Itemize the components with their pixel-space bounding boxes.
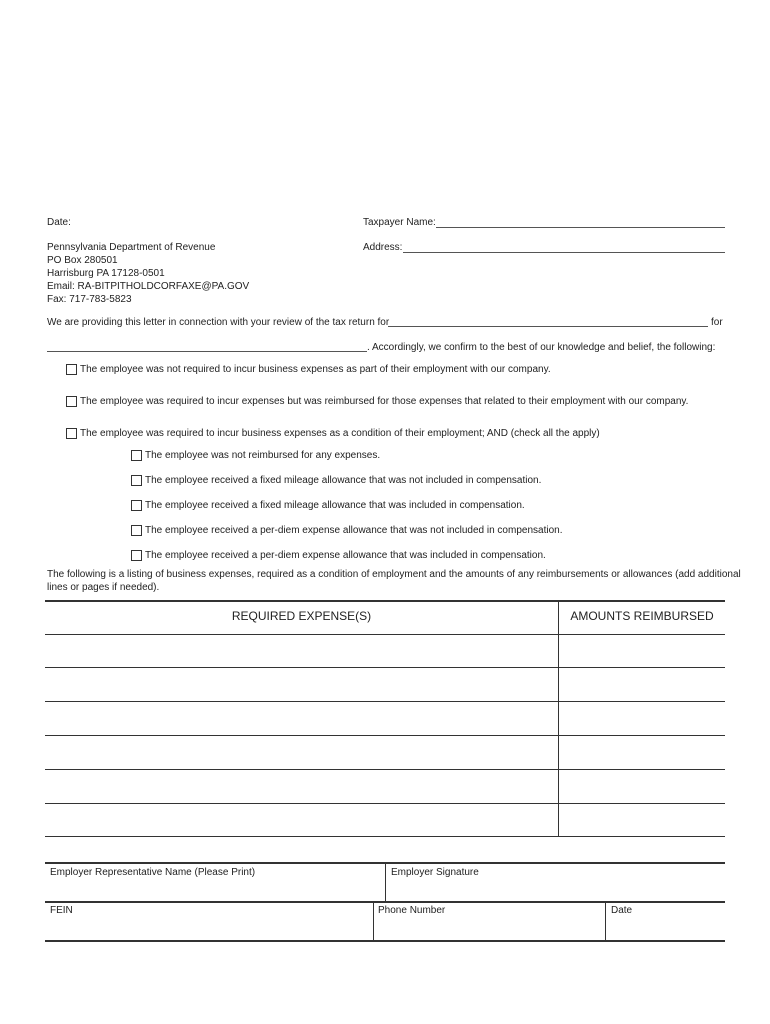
intro-line-1: We are providing this letter in connection with your review of the tax return for (47, 317, 390, 328)
recipient-line-fax: Fax: 717-783-5823 (47, 294, 132, 305)
tax-period-field[interactable] (47, 351, 367, 352)
rep-name-label: Employer Representative Name (Please Print) (50, 867, 256, 878)
sub-option-checkbox-4[interactable] (131, 525, 142, 536)
expense-cell[interactable] (48, 670, 557, 700)
expense-cell[interactable] (48, 637, 557, 667)
amount-cell[interactable] (562, 637, 726, 667)
option-label-3: The employee was required to incur business expenses as a condition of their employment; AND (check all the apply) (80, 428, 600, 439)
amount-cell[interactable] (562, 772, 726, 802)
amount-cell[interactable] (562, 738, 726, 768)
table-row-divider (45, 701, 725, 702)
sub-option-label-2: The employee received a fixed mileage allowance that was not included in compensation. (145, 475, 542, 486)
table-bottom-border (45, 836, 725, 837)
signature-bottom-border (45, 940, 725, 942)
rep-name-field[interactable] (48, 880, 384, 902)
sub-option-checkbox-5[interactable] (131, 550, 142, 561)
sub-option-label-5: The employee received a per-diem expense allowance that was included in compensation. (145, 550, 546, 561)
table-row-divider (45, 735, 725, 736)
date-label: Date: (47, 217, 71, 228)
listing-note (47, 568, 741, 594)
table-row-divider (45, 769, 725, 770)
recipient-line-dept: Pennsylvania Department of Revenue (47, 242, 216, 253)
option-label-1: The employee was not required to incur business expenses as part of their employment with our company. (80, 364, 551, 375)
phone-number-label: Phone Number (378, 905, 446, 916)
sub-option-checkbox-2[interactable] (131, 475, 142, 486)
recipient-line-email: Email: RA-BITPITHOLDCORFAXE@PA.GOV (47, 281, 250, 292)
expense-cell[interactable] (48, 738, 557, 768)
address-label: Address: (363, 242, 403, 253)
expense-cell[interactable] (48, 806, 557, 836)
phone-number-field[interactable] (377, 918, 605, 940)
taxpayer-name-field[interactable] (436, 227, 725, 228)
amount-cell[interactable] (562, 704, 726, 734)
recipient-address (47, 241, 249, 306)
listing-note-line-1: The following is a listing of business expenses, required as a condition of employment and the amounts of any reimbursements or allowances (add additional (47, 569, 741, 580)
option-checkbox-2[interactable] (66, 396, 77, 407)
signature-middle-border (45, 901, 725, 903)
recipient-line-pobox: PO Box 280501 (47, 255, 118, 266)
expense-cell[interactable] (48, 704, 557, 734)
signature-date-field[interactable] (609, 918, 726, 940)
option-checkbox-3[interactable] (66, 428, 77, 439)
table-top-border (45, 600, 725, 602)
table-header-divider (45, 634, 725, 635)
fein-field[interactable] (48, 918, 372, 940)
option-checkbox-1[interactable] (66, 364, 77, 375)
signature-date-label: Date (611, 905, 633, 916)
fein-label: FEIN (50, 905, 73, 916)
sub-option-checkbox-3[interactable] (131, 500, 142, 511)
tax-return-field[interactable] (388, 326, 708, 327)
intro-for-word: for (711, 317, 723, 328)
address-field[interactable] (403, 252, 725, 253)
amounts-reimbursed-header: AMOUNTS REIMBURSED (570, 609, 714, 623)
expense-cell[interactable] (48, 772, 557, 802)
sub-option-checkbox-1[interactable] (131, 450, 142, 461)
signature-divider (385, 863, 386, 902)
fein-phone-divider (373, 902, 374, 940)
option-label-2: The employee was required to incur expenses but was reimbursed for those expenses that related to their employment with our company. (80, 396, 689, 407)
phone-date-divider (605, 902, 606, 940)
sub-option-label-3: The employee received a fixed mileage allowance that was included in compensation. (145, 500, 525, 511)
amount-cell[interactable] (562, 670, 726, 700)
employer-signature-field[interactable] (389, 880, 726, 902)
intro-line-2: . Accordingly, we confirm to the best of our knowledge and belief, the following: (367, 342, 716, 353)
employer-signature-label: Employer Signature (391, 867, 479, 878)
listing-note-line-2: lines or pages if needed). (47, 582, 160, 593)
amount-cell[interactable] (562, 806, 726, 836)
taxpayer-name-label: Taxpayer Name: (363, 217, 436, 228)
table-row-divider (45, 667, 725, 668)
table-row-divider (45, 803, 725, 804)
required-expenses-header: REQUIRED EXPENSE(S) (231, 609, 372, 623)
sub-option-label-4: The employee received a per-diem expense allowance that was not included in compensation. (145, 525, 563, 536)
sub-option-label-1: The employee was not reimbursed for any expenses. (145, 450, 381, 461)
recipient-line-city: Harrisburg PA 17128-0501 (47, 268, 165, 279)
table-column-divider (558, 601, 559, 836)
